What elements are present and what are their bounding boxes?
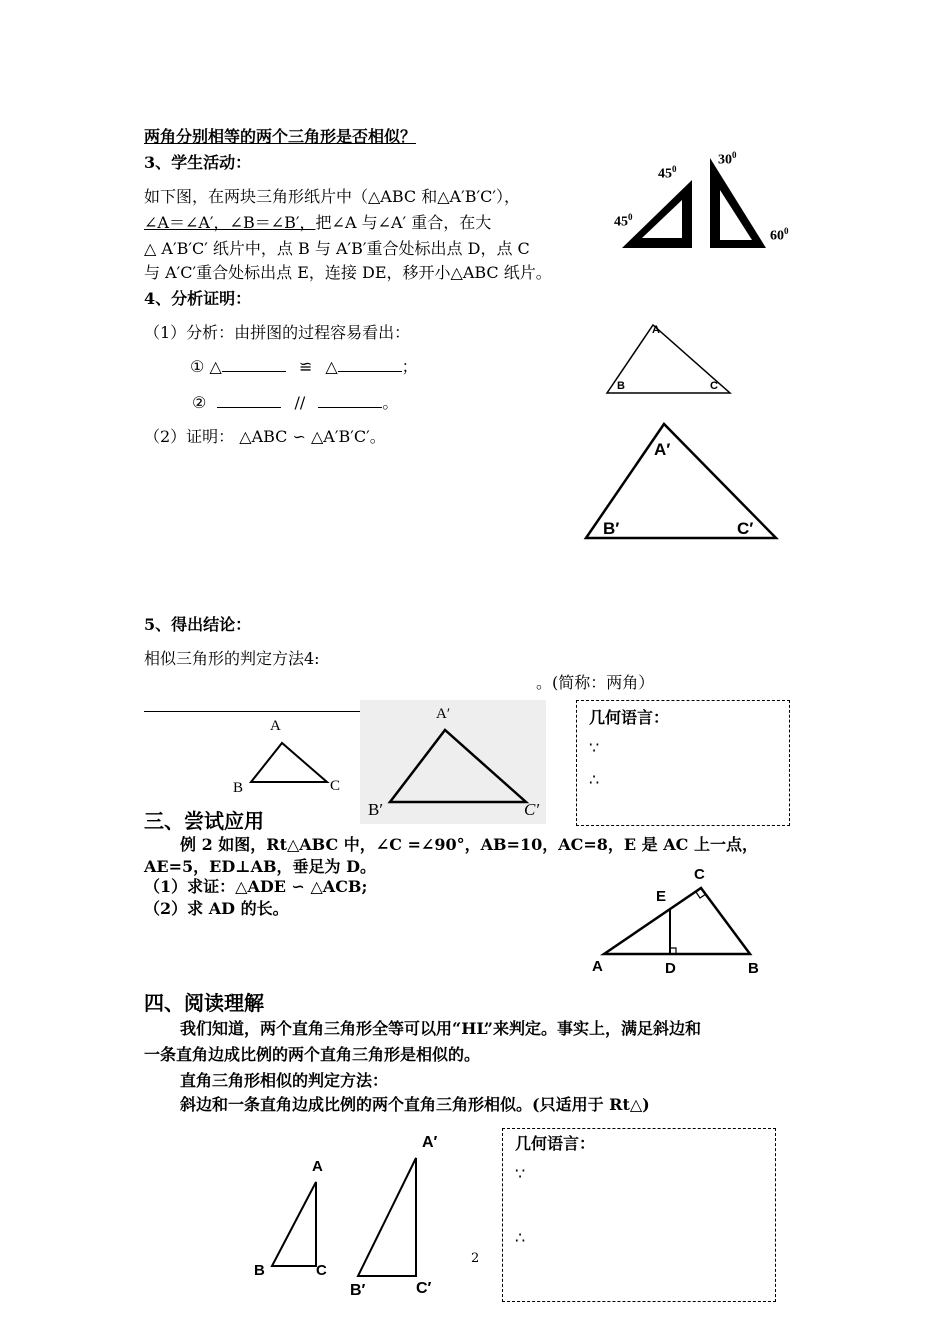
- activity-line3: △ A′B′C′ 纸片中，点 B 与 A′B′重合处标出点 D，点 C: [144, 239, 530, 258]
- activity-line2-rest: 把∠A 与∠A′ 重合，在大: [315, 213, 492, 232]
- tri3-label-a: A: [270, 718, 281, 734]
- page-number: 2: [471, 1251, 480, 1266]
- section3-l4: （2）求 AD 的长。: [144, 899, 289, 918]
- tri-large-label-c: C′: [737, 519, 754, 538]
- tri-large-label-b: B′: [603, 519, 620, 538]
- rt-large-label-c: C′: [416, 1280, 432, 1297]
- blank-2[interactable]: [338, 371, 402, 372]
- rt-triangle-small: [268, 1178, 324, 1270]
- blank-1[interactable]: [222, 371, 286, 372]
- activity-line4: 与 A′C′重合处标出点 E，连接 DE，移开小△ABC 纸片。: [144, 263, 552, 282]
- analysis-item1: ① △ ≌ △ ；: [190, 357, 418, 376]
- rt-small-label-c: C: [316, 1262, 327, 1279]
- tri4-label-c: C′: [524, 800, 540, 819]
- ex2-label-c: C: [694, 866, 705, 883]
- blank-4[interactable]: [318, 407, 382, 408]
- analysis-p1: （1）分析：由拼图的过程容易看出：: [144, 323, 411, 342]
- tri4-label-a: A′: [436, 706, 451, 722]
- angle-45-top: $45^0$: [658, 164, 677, 182]
- section3-heading: 三、尝试应用: [144, 809, 264, 833]
- section4-p1: 我们知道，两个直角三角形全等可以用“HL”来判定。事实上，满足斜边和: [180, 1019, 701, 1038]
- geo-box1-therefore: ∴: [589, 770, 600, 789]
- rt-large-label-b: B′: [350, 1282, 366, 1299]
- angle-45-left: $45^0$: [614, 212, 633, 230]
- geo-box2-title: 几何语言：: [515, 1134, 596, 1153]
- activity-line2-underlined: ∠A＝∠A′，∠B＝∠B′，: [144, 213, 316, 232]
- geo-language-box-2[interactable]: [502, 1128, 776, 1302]
- rt-large-label-a: A′: [422, 1134, 438, 1151]
- geo-box1-title: 几何语言：: [589, 708, 670, 727]
- geo-box2-because: ∵: [515, 1164, 526, 1183]
- activity-heading: 3、学生活动：: [144, 153, 252, 172]
- blank-3[interactable]: [217, 407, 281, 408]
- tri3-label-b: B: [233, 780, 244, 796]
- conclusion-heading: 5、得出结论：: [144, 615, 252, 634]
- triangle-abc-lower-large: [380, 724, 540, 806]
- activity-line1: 如下图，在两块三角形纸片中（△ABC 和△A′B′C′），: [144, 187, 521, 206]
- tri3-label-c: C: [330, 778, 341, 794]
- ex2-label-b: B: [748, 960, 759, 977]
- ex2-label-e: E: [656, 888, 667, 905]
- question-title: 两角分别相等的两个三角形是否相似？: [144, 127, 417, 146]
- geo-language-box-1[interactable]: [576, 700, 790, 826]
- geo-box2-therefore: ∴: [515, 1228, 526, 1247]
- section4-p2: 一条直角边成比例的两个直角三角形是相似的。: [144, 1045, 481, 1064]
- angle-30: $30^0$: [718, 150, 737, 168]
- conclusion-short: 。(简称：两角）: [536, 673, 655, 692]
- section4-method-text: 斜边和一条直角边成比例的两个直角三角形相似。(只适用于 Rt△): [180, 1095, 650, 1114]
- tri-small-label-b: B: [617, 380, 625, 392]
- analysis-p2: （2）证明： △ABC ∽ △A′B′C′。: [144, 427, 386, 446]
- rt-small-label-b: B: [254, 1262, 265, 1279]
- tri-small-label-c: C: [710, 380, 718, 392]
- analysis-item2: ② // 。: [192, 393, 399, 412]
- tri4-label-b: B′: [368, 800, 384, 819]
- section4-heading: 四、阅读理解: [144, 991, 264, 1015]
- rt-small-label-a: A: [312, 1158, 323, 1175]
- tri-large-label-a: A′: [654, 440, 671, 459]
- analysis-heading: 4、分析证明：: [144, 289, 252, 308]
- conclusion-method: 相似三角形的判定方法4:: [144, 649, 320, 668]
- section3-l3: （1）求证：△ADE ∽ △ACB;: [144, 877, 368, 896]
- section3-l2: AE=5，ED⊥AB，垂足为 D。: [144, 857, 376, 876]
- triangle-abc-lower-small: [248, 740, 338, 788]
- section4-method-title: 直角三角形相似的判定方法：: [180, 1071, 389, 1090]
- activity-line2: [144, 212, 491, 234]
- ex2-label-a: A: [592, 958, 603, 975]
- ex2-label-d: D: [665, 960, 676, 977]
- rt-triangle-large: [354, 1154, 424, 1280]
- geo-box1-because: ∵: [589, 738, 600, 757]
- section3-l1: 例 2 如图，Rt△ABC 中，∠C =∠90°，AB=10，AC=8，E 是 AC 上一点，: [180, 835, 758, 854]
- example2-figure: [600, 878, 760, 958]
- tri-small-label-a: A: [652, 324, 660, 336]
- angle-60: $60^0$: [770, 226, 789, 244]
